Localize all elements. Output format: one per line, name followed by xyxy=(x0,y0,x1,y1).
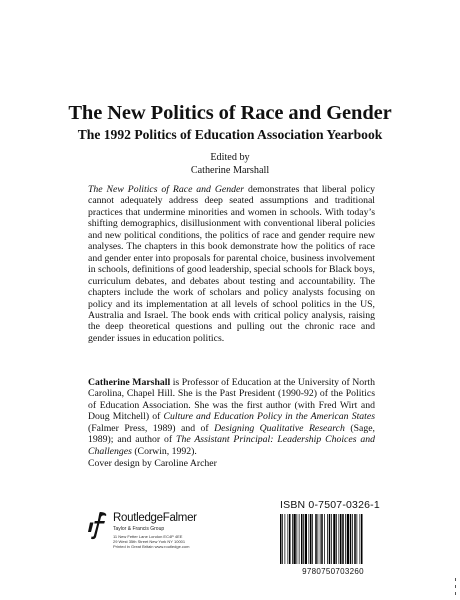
edited-by-label: Edited by xyxy=(210,152,250,163)
isbn: ISBN 0-7507-0326-1 xyxy=(280,499,380,511)
routledge-logo-icon xyxy=(88,510,110,540)
book-subtitle: The 1992 Politics of Education Association Yearbook xyxy=(77,127,383,142)
address-line: 11 New Fetter Lane London EC4P 4EE xyxy=(113,534,183,539)
publisher-logo xyxy=(88,508,248,558)
bio-book-3: The Assistant Principal: Leadership Choices and Challenges xyxy=(88,434,375,457)
address-line: Printed in Great Britain www.routledge.com xyxy=(113,544,190,550)
bio-book-2: Designing Qualitative Research xyxy=(214,422,345,434)
address-line: 29 West 35th Street New York NY 10001 xyxy=(113,539,186,545)
bio-name: Catherine Marshall xyxy=(88,377,171,388)
bio-text-1: is Professor of Education at the University of North Carolina, Chapel Hill. She is the Past President (1990-92) of the Politics of Education Association. She was the first author (with Fred Wirt and Doug Mitchell) of xyxy=(88,377,375,423)
blurb-paragraph xyxy=(88,184,375,344)
publisher-group: Taylor & Francis Group xyxy=(113,526,165,532)
page-edge-marks xyxy=(455,578,457,598)
publisher-name: RoutledgeFalmer xyxy=(113,512,197,524)
bio-text-2: (Falmer Press, 1989) and of xyxy=(88,422,215,434)
blurb-title: The New Politics of Race and Gender xyxy=(88,184,245,195)
blurb-text: demonstrates that liberal policy cannot adequately address deep seated assumptions and traditional practices that undermine minorities and women in schools. With today’s shifting demographics, disillusionment with conventional liberal policies and new political conditions, the politics of race and gender require new analyses. The chapters in this book demonstrate how the politics of race and gender enter into proposals for parental choice, business involvement in schools, definitions of good leadership, special schools for Black boys, curriculum debates, and debates about testing and accountability. The chapters include the work of scholars and policy analysts focusing on policy and its implementation at all levels of school politics in the US, Australia and Israel. The book ends with critical policy analysis, raising the deep theoretical questions and pulling out the chronic race and gender issues in education politics. xyxy=(88,184,376,344)
editor-credit xyxy=(0,151,460,177)
barcode xyxy=(280,514,386,564)
publisher-address xyxy=(113,534,189,550)
editor-name: Catherine Marshall xyxy=(190,165,270,176)
barcode-number: 9780750703260 xyxy=(302,567,364,576)
author-bio xyxy=(88,377,375,457)
bio-text-3: (Sage, 1989); and author of xyxy=(88,422,375,446)
cover-design-credit: Cover design by Caroline Archer xyxy=(88,458,217,469)
bio-text-4: (Corwin, 1992). xyxy=(131,445,197,457)
bio-book-1: Culture and Education Policy in the American States xyxy=(163,411,375,423)
book-title: The New Politics of Race and Gender xyxy=(68,102,392,124)
